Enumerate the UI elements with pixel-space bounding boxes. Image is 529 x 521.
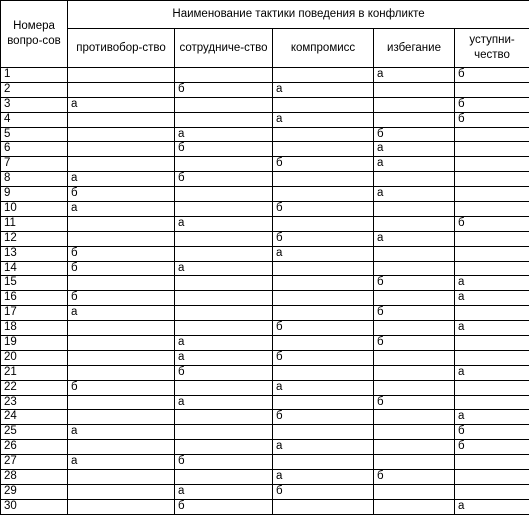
answer-cell [68,276,175,291]
question-number-cell: 4 [1,112,68,127]
answer-cell [455,231,529,246]
answer-cell [175,157,273,172]
answer-cell: б [374,276,455,291]
question-number-cell: 22 [1,380,68,395]
answer-cell [374,97,455,112]
answer-cell [273,68,374,83]
answer-cell: а [455,365,529,380]
answer-cell: б [374,306,455,321]
answer-cell [68,321,175,336]
answer-cell [374,112,455,127]
answer-cell: а [68,455,175,470]
answer-cell: а [175,395,273,410]
question-number-cell: 18 [1,321,68,336]
answer-cell: б [273,157,374,172]
answer-cell: а [273,470,374,485]
answer-cell [68,112,175,127]
answer-cell [273,97,374,112]
answer-cell [273,216,374,231]
tactics-group-header: Наименование тактики поведения в конфликте [68,1,529,29]
table-row [1,410,529,425]
answer-cell [273,291,374,306]
answer-cell: а [68,97,175,112]
answer-cell: а [68,425,175,440]
answer-cell [175,321,273,336]
answer-cell [374,499,455,514]
column-header-avoidance: избегание [374,29,455,68]
question-number-cell: 15 [1,276,68,291]
question-number-cell: 2 [1,82,68,97]
answer-cell [273,187,374,202]
answer-cell: а [455,499,529,514]
table-row [1,142,529,157]
question-number-cell: 21 [1,365,68,380]
column-header-cooperation: сотрудниче-ство [175,29,273,68]
table-row [1,127,529,142]
answer-cell: б [68,261,175,276]
table-row [1,112,529,127]
answer-cell [175,440,273,455]
answer-cell: б [374,470,455,485]
answer-cell: б [455,425,529,440]
question-number-cell: 24 [1,410,68,425]
answer-cell [455,336,529,351]
answer-cell: а [175,350,273,365]
answer-cell [374,455,455,470]
answer-cell [374,202,455,217]
question-number-cell: 6 [1,142,68,157]
answer-cell [273,261,374,276]
answer-cell [455,350,529,365]
answer-cell: а [273,380,374,395]
table-row [1,261,529,276]
answer-cell: б [273,231,374,246]
answer-cell: а [68,172,175,187]
answer-cell [455,306,529,321]
question-number-cell: 12 [1,231,68,246]
answer-cell: б [175,142,273,157]
answer-cell [374,216,455,231]
answer-cell: б [455,440,529,455]
answer-cell: а [68,306,175,321]
table-row [1,440,529,455]
answer-cell: б [455,97,529,112]
answer-cell [374,410,455,425]
question-number-cell: 11 [1,216,68,231]
answer-cell: б [455,216,529,231]
answer-cell [374,484,455,499]
answer-cell: б [175,455,273,470]
question-number-cell: 1 [1,68,68,83]
answer-cell: б [68,380,175,395]
answer-cell [455,187,529,202]
answer-cell [455,172,529,187]
answer-cell [455,202,529,217]
answer-cell: а [68,202,175,217]
answer-cell [175,306,273,321]
answer-cell [455,246,529,261]
answer-cell [455,484,529,499]
answer-cell [175,202,273,217]
answer-cell [175,380,273,395]
answer-cell: б [273,410,374,425]
question-number-cell: 26 [1,440,68,455]
answer-cell: б [374,127,455,142]
answer-cell [374,261,455,276]
table-row [1,395,529,410]
answer-cell [68,499,175,514]
answer-cell: а [175,336,273,351]
answer-cell [374,425,455,440]
answer-cell: б [175,365,273,380]
question-number-cell: 23 [1,395,68,410]
table-row [1,484,529,499]
answer-cell [68,410,175,425]
answer-cell [455,127,529,142]
answer-cell [175,291,273,306]
table-row [1,350,529,365]
table-row [1,187,529,202]
answer-cell: б [455,112,529,127]
answer-cell [455,395,529,410]
column-header-rivalry: противобор-ство [68,29,175,68]
answer-cell [175,410,273,425]
answer-cell: б [68,246,175,261]
table-row [1,172,529,187]
answer-cell: а [455,276,529,291]
answer-cell: а [455,321,529,336]
question-number-cell: 30 [1,499,68,514]
table-row [1,276,529,291]
answer-cell [273,425,374,440]
answer-cell [175,276,273,291]
answer-cell [175,68,273,83]
table-row [1,499,529,514]
answer-cell: б [273,484,374,499]
question-number-cell: 27 [1,455,68,470]
table-row [1,97,529,112]
answer-cell [273,455,374,470]
answer-cell [374,350,455,365]
question-number-cell: 16 [1,291,68,306]
answer-cell [175,97,273,112]
answer-cell [374,365,455,380]
question-number-cell: 29 [1,484,68,499]
answer-cell: б [68,291,175,306]
answer-cell: а [455,291,529,306]
question-number-cell: 7 [1,157,68,172]
question-number-cell: 19 [1,336,68,351]
table-row [1,365,529,380]
answer-cell [455,157,529,172]
answer-cell [273,276,374,291]
answer-cell [374,380,455,395]
answer-cell [175,231,273,246]
answer-cell [455,470,529,485]
answer-cell: а [455,410,529,425]
question-number-cell: 9 [1,187,68,202]
table-row [1,246,529,261]
table-row [1,82,529,97]
answer-cell [68,350,175,365]
column-header-concession: уступни-чество [455,29,529,68]
answer-cell: б [175,172,273,187]
answer-cell: б [273,321,374,336]
answer-cell [68,395,175,410]
answer-cell [374,82,455,97]
answer-cell: а [175,261,273,276]
answer-cell: б [273,202,374,217]
answer-cell [273,395,374,410]
answer-cell: а [175,484,273,499]
answer-cell [273,306,374,321]
answer-cell: б [455,68,529,83]
question-number-cell: 5 [1,127,68,142]
answer-cell [68,157,175,172]
table-row [1,470,529,485]
answer-cell [68,365,175,380]
question-number-cell: 20 [1,350,68,365]
answer-cell [455,142,529,157]
answer-cell: б [68,187,175,202]
answer-cell: а [374,187,455,202]
table-row [1,157,529,172]
answer-cell: а [374,157,455,172]
table-row [1,336,529,351]
answer-cell [68,231,175,246]
answer-cell [455,455,529,470]
answer-cell [68,336,175,351]
answer-cell [374,291,455,306]
table-row [1,306,529,321]
answer-cell [455,261,529,276]
answer-cell [68,82,175,97]
answer-cell [273,127,374,142]
answer-cell [273,336,374,351]
answer-cell: а [273,440,374,455]
answer-cell: а [175,127,273,142]
table-row [1,216,529,231]
answer-cell [374,321,455,336]
question-number-cell: 14 [1,261,68,276]
answer-cell [68,484,175,499]
answer-cell: а [374,142,455,157]
answer-cell [68,142,175,157]
answer-cell [68,440,175,455]
answer-cell: а [273,112,374,127]
question-number-cell: 13 [1,246,68,261]
table-row [1,291,529,306]
answer-cell [455,82,529,97]
answer-cell [374,172,455,187]
table-row [1,231,529,246]
answer-cell: б [374,336,455,351]
table-row [1,455,529,470]
answer-cell [175,425,273,440]
table-body [1,68,529,515]
question-number-cell: 28 [1,470,68,485]
answer-cell [68,68,175,83]
answer-cell [175,187,273,202]
table-row [1,380,529,395]
answer-cell: а [175,216,273,231]
answer-cell: б [175,82,273,97]
column-header-compromise: компромисс [273,29,374,68]
answer-cell: б [273,350,374,365]
question-number-cell: 8 [1,172,68,187]
answer-cell [273,365,374,380]
answer-cell [68,127,175,142]
question-number-cell: 25 [1,425,68,440]
answer-cell [273,172,374,187]
answer-cell [455,380,529,395]
question-number-cell: 17 [1,306,68,321]
answer-cell [175,470,273,485]
answer-cell [273,499,374,514]
table-row [1,202,529,217]
answer-cell [273,142,374,157]
answer-cell: б [374,395,455,410]
answer-cell: а [273,82,374,97]
answer-cell [374,440,455,455]
answer-cell: а [374,231,455,246]
answer-cell [68,470,175,485]
question-numbers-header: Номера вопро-сов [1,1,68,68]
table-row [1,425,529,440]
answer-cell [374,246,455,261]
table-row [1,68,529,83]
answer-cell [175,112,273,127]
answer-cell [175,246,273,261]
answer-cell: б [175,499,273,514]
table-row [1,321,529,336]
question-number-cell: 3 [1,97,68,112]
answer-cell: а [273,246,374,261]
answer-cell: а [374,68,455,83]
question-number-cell: 10 [1,202,68,217]
answer-cell [68,216,175,231]
